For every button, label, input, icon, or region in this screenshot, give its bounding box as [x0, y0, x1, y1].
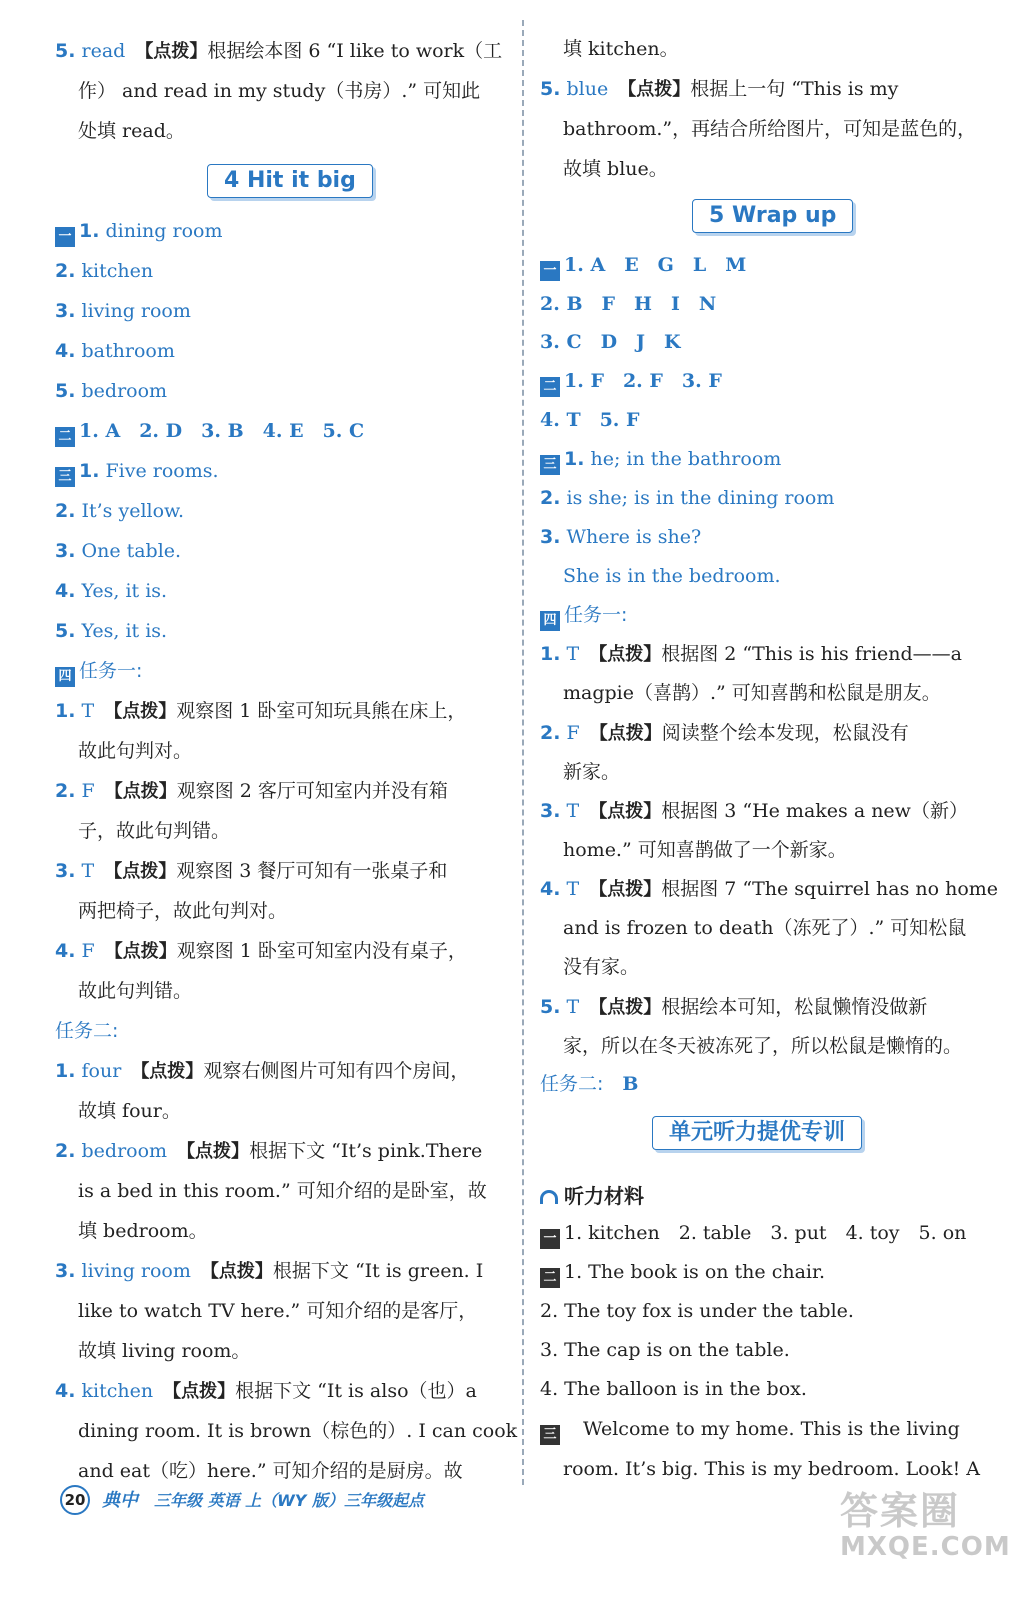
explanation-text: room. It’s big. This is my bedroom. Look! A — [563, 1458, 980, 1480]
answer-line — [78, 1418, 517, 1444]
answer-line — [540, 994, 927, 1020]
answer-text: F — [566, 722, 580, 744]
explanation-text: dining room. It is brown（棕色的）. I can cook — [78, 1420, 518, 1442]
answer-line — [540, 407, 640, 433]
answer-text: kitchen — [81, 1380, 154, 1402]
question-number: 2. — [540, 487, 561, 509]
answer-text: Yes, it is. — [81, 580, 168, 602]
answer-text: T — [566, 800, 580, 822]
explanation-text: 1. kitchen 2. table 3. put 4. toy 5. on — [564, 1222, 967, 1244]
special-training-title: 单元听力提优专训 — [652, 1116, 862, 1150]
hint-label: 【点拨】 — [144, 41, 208, 62]
answer-text: 4. T 5. F — [540, 409, 640, 431]
answer-text: B — [622, 1073, 639, 1095]
answer-line — [55, 1058, 469, 1084]
answer-line — [540, 291, 716, 317]
question-number: 5. — [55, 380, 76, 402]
hint-label: 【点拨】 — [598, 644, 662, 665]
hint-label: 【点拨】 — [598, 801, 662, 822]
explanation-text: magpie（喜鹊）.” 可知喜鹊和松鼠是朋友。 — [563, 682, 941, 704]
explanation-text: Welcome to my home. This is the living — [564, 1418, 960, 1440]
section-number-icon: 二 — [55, 427, 75, 447]
question-number: 3. — [540, 800, 561, 822]
explanation-text: 根据下文 “It is also（也）a — [235, 1380, 477, 1402]
explanation-text: 根据上一句 “This is my — [690, 78, 899, 100]
explanation-text: 根据绘本图 6 “I like to work（工 — [207, 40, 503, 62]
explanation-text: 1. The book is on the chair. — [564, 1261, 826, 1283]
watermark-url: MXQE.COM — [840, 1532, 1011, 1562]
answer-text: F — [81, 780, 95, 802]
explanation-text: 新家。 — [563, 761, 621, 783]
listening-material-heading — [540, 1180, 644, 1209]
answer-text: 1. A E G L M — [564, 254, 747, 276]
answer-line — [55, 1378, 477, 1404]
watermark — [840, 1480, 1011, 1580]
answer-line — [563, 156, 668, 182]
explanation-text: and is frozen to death（冻死了）.” 可知松鼠 — [563, 917, 967, 939]
explanation-text: 观察右侧图片可知有四个房间， — [203, 1060, 470, 1082]
answer-text: It’s yellow. — [81, 500, 185, 522]
answer-text: T — [81, 700, 95, 722]
question-number: 1. — [540, 643, 561, 665]
explanation-text: 作） and read in my study（书房）.” 可知此 — [78, 80, 481, 102]
headphones-icon — [540, 1190, 558, 1204]
answer-line — [55, 938, 467, 964]
answer-line — [78, 978, 192, 1004]
answer-line — [55, 1258, 483, 1284]
explanation-text: 处填 read。 — [78, 120, 185, 142]
explanation-text: 根据下文 “It’s pink.There — [249, 1140, 483, 1162]
question-number: 3. — [55, 300, 76, 322]
answer-line — [563, 954, 639, 980]
explanation-text: 两把椅子，故此句判对。 — [78, 900, 288, 922]
explanation-text: 观察图 2 客厅可知室内并没有箱 — [176, 780, 448, 802]
answer-text: bedroom — [81, 1140, 168, 1162]
explanation-text: 填 bedroom。 — [78, 1220, 208, 1242]
answer-line — [540, 1337, 790, 1363]
answer-line — [55, 778, 448, 804]
answer-line — [540, 1071, 638, 1097]
answer-line — [563, 759, 620, 785]
answer-line — [540, 1259, 825, 1285]
answer-line — [540, 876, 998, 902]
section-number-icon: 三 — [540, 1425, 560, 1445]
question-number: 4. — [540, 878, 561, 900]
answer-text: She is in the bedroom. — [563, 565, 781, 587]
answer-line — [540, 524, 701, 550]
answer-text: bedroom — [81, 380, 168, 402]
explanation-text: 根据绘本可知，松鼠懒惰没做新 — [661, 996, 928, 1018]
answer-line — [55, 1138, 482, 1164]
question-number: 3. — [540, 526, 561, 548]
answer-line — [55, 1018, 118, 1044]
answer-text: dining room — [105, 220, 223, 242]
explanation-text: 故填 four。 — [78, 1100, 181, 1122]
section-number-icon: 一 — [540, 261, 560, 281]
question-number: 4. — [55, 580, 76, 602]
answer-line — [540, 368, 722, 394]
answer-text: F — [81, 940, 95, 962]
question-number: 1. — [55, 700, 76, 722]
task-label: 任务一: — [79, 660, 143, 682]
hint-label: 【点拨】 — [113, 701, 177, 722]
answer-line — [540, 641, 962, 667]
answer-line — [540, 1416, 960, 1442]
answer-line — [78, 1298, 477, 1324]
section-number-icon: 三 — [55, 467, 75, 487]
explanation-text: 根据图 3 “He makes a new（新） — [661, 800, 968, 822]
answer-line — [563, 1456, 980, 1482]
answer-text: living room — [81, 300, 191, 322]
answer-line — [55, 458, 219, 484]
answer-line — [563, 915, 966, 941]
answer-line — [540, 798, 968, 824]
hint-label: 【点拨】 — [113, 861, 177, 882]
explanation-text: 观察图 1 卧室可知室内没有桌子， — [176, 940, 467, 962]
answer-line — [55, 618, 167, 644]
explanation-text: 2. The toy fox is under the table. — [540, 1300, 854, 1322]
question-number: 4. — [55, 940, 76, 962]
question-number: 5. — [55, 40, 76, 62]
explanation-text: 家，所以在冬天被冻死了，所以松鼠是懒惰的。 — [563, 1035, 963, 1057]
task-label: 任务一: — [564, 604, 628, 626]
answer-line — [563, 563, 781, 589]
explanation-text: 根据图 7 “The squirrel has no home — [661, 878, 999, 900]
watermark-logo-text: 答案圈 — [840, 1489, 961, 1533]
answer-line — [55, 218, 222, 244]
answer-text: bathroom — [81, 340, 175, 362]
answer-line — [55, 538, 181, 564]
answer-line — [540, 76, 898, 102]
explanation-text: home.” 可知喜鹊做了一个新家。 — [563, 839, 847, 861]
explanation-text: 故此句判错。 — [78, 980, 193, 1002]
explanation-text: 没有家。 — [563, 956, 640, 978]
answer-line — [540, 720, 909, 746]
answer-text: read — [81, 40, 126, 62]
answer-line — [563, 36, 679, 62]
section-number-icon: 二 — [540, 1268, 560, 1288]
answer-line — [55, 258, 153, 284]
footer-book-info: 三年级 英语 上（WY 版）三年级起点 — [154, 1491, 424, 1510]
answer-text: Where is she? — [566, 526, 702, 548]
listening-heading-text: 听力材料 — [564, 1184, 644, 1208]
explanation-text: and eat（吃）here.” 可知介绍的是厨房。故 — [78, 1460, 463, 1482]
answer-text: Yes, it is. — [81, 620, 168, 642]
question-number: 5. — [55, 620, 76, 642]
question-number: 5. — [540, 996, 561, 1018]
question-number: 1. — [55, 1060, 76, 1082]
explanation-text: 故填 blue。 — [563, 158, 668, 180]
hint-label: 【点拨】 — [598, 723, 662, 744]
question-number: 1. — [564, 448, 585, 470]
answer-line — [55, 418, 364, 444]
answer-line — [55, 378, 167, 404]
answer-text: he; in the bathroom — [590, 448, 782, 470]
answer-line — [78, 818, 230, 844]
answer-line — [55, 698, 466, 724]
hint-label: 【点拨】 — [113, 781, 177, 802]
question-number: 3. — [55, 860, 76, 882]
answer-line — [78, 1218, 208, 1244]
question-number: 3. — [55, 1260, 76, 1282]
hint-label: 【点拨】 — [113, 941, 177, 962]
explanation-text: bathroom.”，再结合所给图片，可知是蓝色的， — [563, 118, 977, 140]
answer-line — [540, 1376, 807, 1402]
answer-line — [78, 1178, 487, 1204]
answer-line — [78, 118, 185, 144]
answer-line — [540, 329, 681, 355]
answer-line — [78, 1098, 181, 1124]
answer-line — [55, 858, 447, 884]
section-number-icon: 一 — [540, 1229, 560, 1249]
question-number: 4. — [55, 1380, 76, 1402]
question-number: 5. — [540, 78, 561, 100]
explanation-text: 根据图 2 “This is his friend——a — [661, 643, 962, 665]
section-number-icon: 三 — [540, 455, 560, 475]
answer-text: living room — [81, 1260, 191, 1282]
hint-label: 【点拨】 — [598, 997, 662, 1018]
hint-label: 【点拨】 — [209, 1261, 273, 1282]
question-number: 3. — [55, 540, 76, 562]
answer-text: T — [566, 878, 580, 900]
explanation-text: 故填 living room。 — [78, 1340, 251, 1362]
answer-line — [78, 898, 287, 924]
hint-label: 【点拨】 — [172, 1381, 236, 1402]
brand-logo: 典中 — [102, 1490, 138, 1511]
section-number-icon: 一 — [55, 227, 75, 247]
explanation-text: 3. The cap is on the table. — [540, 1339, 790, 1361]
answer-text: is she; is in the dining room — [566, 487, 835, 509]
task-label: 任务二: — [540, 1073, 604, 1095]
section-number-icon: 四 — [55, 667, 75, 687]
answer-line — [55, 338, 175, 364]
section-number-icon: 四 — [540, 611, 560, 631]
page-number: 20 — [60, 1485, 90, 1515]
hint-label: 【点拨】 — [140, 1061, 204, 1082]
answer-text: Five rooms. — [105, 460, 219, 482]
column-divider — [522, 20, 524, 1485]
explanation-text: 故此句判对。 — [78, 740, 193, 762]
question-number: 2. — [55, 500, 76, 522]
explanation-text: 观察图 1 卧室可知玩具熊在床上， — [176, 700, 467, 722]
answer-line — [540, 602, 627, 628]
explanation-text: 4. The balloon is in the box. — [540, 1378, 807, 1400]
answer-line — [540, 1220, 966, 1246]
answer-line — [55, 38, 502, 64]
hint-label: 【点拨】 — [598, 879, 662, 900]
explanation-text: 填 kitchen。 — [563, 38, 679, 60]
answer-line — [540, 252, 746, 278]
question-number: 2. — [55, 1140, 76, 1162]
question-number: 2. — [55, 260, 76, 282]
hint-label: 【点拨】 — [627, 79, 691, 100]
explanation-text: is a bed in this room.” 可知介绍的是卧室，故 — [78, 1180, 487, 1202]
question-number: 2. — [540, 722, 561, 744]
answer-text: blue — [566, 78, 609, 100]
explanation-text: like to watch TV here.” 可知介绍的是客厅， — [78, 1300, 478, 1322]
explanation-text: 阅读整个绘本发现，松鼠没有 — [661, 722, 909, 744]
answer-text: 1. F 2. F 3. F — [564, 370, 722, 392]
answer-line — [540, 446, 781, 472]
explanation-text: 根据下文 “It is green. I — [272, 1260, 484, 1282]
answer-text: 3. C D J K — [540, 331, 681, 353]
answer-line — [55, 298, 191, 324]
answer-line — [540, 1298, 854, 1324]
explanation-text: 子，故此句判错。 — [78, 820, 231, 842]
answer-line — [55, 658, 142, 684]
answer-text: T — [566, 996, 580, 1018]
answer-line — [563, 837, 847, 863]
answer-text: T — [81, 860, 95, 882]
question-number: 1. — [79, 460, 100, 482]
answer-line — [78, 1458, 463, 1484]
page-footer — [50, 1483, 650, 1517]
section-number-icon: 二 — [540, 377, 560, 397]
answer-line — [55, 498, 184, 524]
answer-text: four — [81, 1060, 122, 1082]
explanation-text: 观察图 3 餐厅可知有一张桌子和 — [176, 860, 448, 882]
answer-text: kitchen — [81, 260, 154, 282]
answer-line — [55, 578, 167, 604]
answer-line — [540, 485, 834, 511]
answer-line — [78, 1338, 250, 1364]
hint-label: 【点拨】 — [186, 1141, 250, 1162]
answer-text: 1. A 2. D 3. B 4. E 5. C — [79, 420, 365, 442]
answer-line — [78, 78, 480, 104]
section-title: 5 Wrap up — [692, 199, 853, 233]
answer-text: 2. B F H I N — [540, 293, 717, 315]
answer-text: T — [566, 643, 580, 665]
answer-line — [563, 1033, 962, 1059]
answer-line — [563, 116, 976, 142]
answer-text: One table. — [81, 540, 182, 562]
question-number: 1. — [79, 220, 100, 242]
question-number: 2. — [55, 780, 76, 802]
answer-line — [78, 738, 192, 764]
section-title: 4 Hit it big — [207, 164, 373, 198]
answer-line — [563, 680, 941, 706]
question-number: 4. — [55, 340, 76, 362]
task-label: 任务二: — [55, 1020, 119, 1042]
